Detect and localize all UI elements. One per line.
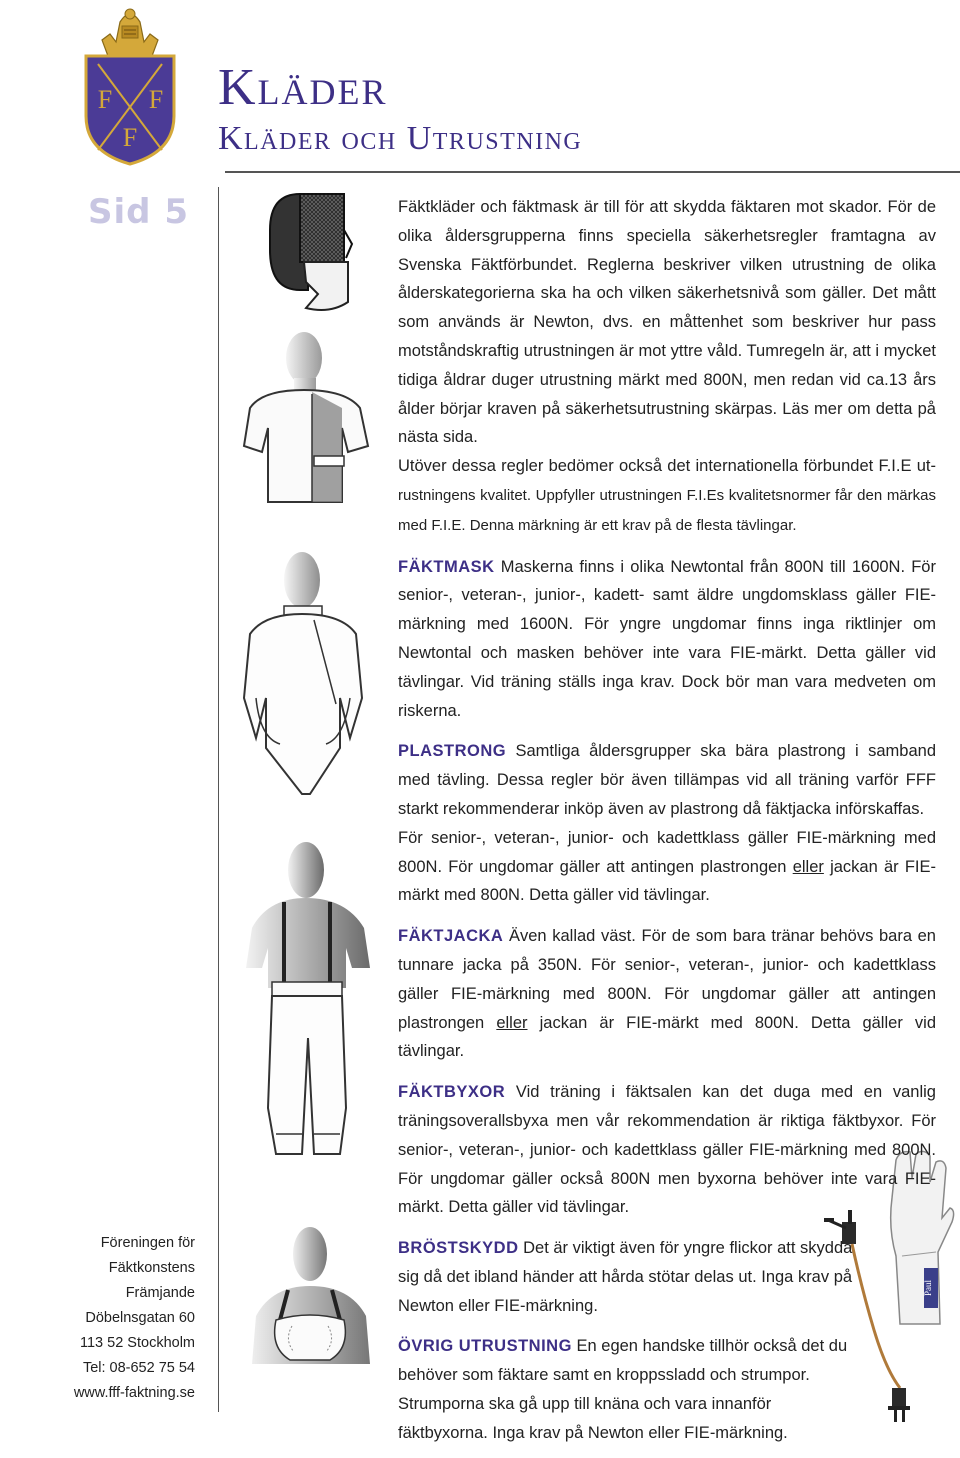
contact-line: Fäktkonstens bbox=[108, 1260, 195, 1276]
section-text: Även kallad väst. För de som bara tränar behövs bara en tunnare jacka på 350N. För senior-, veteran-, junior- och kadettklass gäller FIE-märkning med 800N. För ungdomar gäller att antingen plastrongen bbox=[398, 927, 936, 1032]
plastron-illustration bbox=[240, 548, 368, 798]
intro-paragraph-fie bbox=[398, 452, 936, 540]
contact-block bbox=[74, 1231, 195, 1406]
contact-line: Föreningen för bbox=[100, 1235, 195, 1251]
section-text: Vid träning i fäktsalen kan det duga med en vanlig träningsoverallsbyxa men vår rekommendation är riktiga fäktbyxor. För senior-, veteran-, junior- och kadettklass gäller FIE-märkning med 800N. För ungdomar gäller också 800N men byxorna behöver inte vara FIE-märkt. Detta gäller vid tävlingar. bbox=[398, 1083, 936, 1217]
intro-fie-rest: rustningens kvalitet. Uppfyller utrustningen F.I.Es kvalitetsnormer får den märkas med F.I.E. Denna märkning är ett krav på de flesta tävlingar. bbox=[398, 486, 936, 534]
section-heading: BRÖSTSKYDD bbox=[398, 1239, 519, 1258]
section-heading: FÄKTBYXOR bbox=[398, 1083, 506, 1102]
section-brostskydd bbox=[398, 1234, 870, 1320]
section-text: jackan är FIE-märkt med 800N. Detta gäller vid tävlingar. bbox=[398, 1013, 936, 1061]
section-heading: PLASTRONG bbox=[398, 742, 507, 761]
intro-fie-line: Utöver dessa regler bedömer också det internationella förbundet F.I.E ut- bbox=[398, 457, 936, 476]
page-number-label: Sid 5 bbox=[88, 192, 189, 232]
main-content bbox=[398, 193, 936, 1458]
section-text: Det är viktigt även för yngre flickor att skydda sig då det ibland händer att hårda stötar delas ut. Inga krav på Newton eller FIE-märkning. bbox=[398, 1239, 853, 1315]
header-divider bbox=[225, 171, 960, 173]
page-subtitle: Kläder och Utrustning bbox=[218, 120, 583, 157]
section-heading: FÄKTMASK bbox=[398, 557, 495, 576]
knight-helmet-icon bbox=[102, 9, 158, 56]
intro-paragraph: Fäktkläder och fäktmask är till för att skydda fäktaren mot skador. För de olika åldersgrupperna finns speciella säkerhetsregler framtagna av Svenska Fäktförbundet. Reglerna beskriver vilken utrustning de olika ålderskategorierna ska ha och vilken säkerhetsnivå som gäller. Det mått som används är Newton, dvs. en måttenhet som beskriver hur pass motståndskraftig utrustningen är mot yttre våld. Tumregeln är, att i mycket tidiga åldrar duger utrustning märkt med 800N, men redan vid ca.13 års ålder börjar kraven på säkerhetsutrustning skärpas. Läs mer om detta på nästa sida. bbox=[398, 198, 936, 447]
fencing-pants-illustration bbox=[242, 838, 377, 1168]
section-heading: ÖVRIG UTRUSTNING bbox=[398, 1337, 572, 1356]
section-text: Maskerna finns i olika Newtontal från 800N till 1600N. För senior-, veteran-, junior-, kadett- samt äldre ungdomsklass gäller FIE-märkning med 1600N. För yngre ungdomar finns inga riktlinjer om Newtontal och masken behöver inte vara FIE-märkt. Detta gäller vid tävlingar. Vid träning ställs inga krav. Dock bör man vara medveten om riskerna. bbox=[398, 557, 936, 720]
logo-letter-2: F bbox=[148, 85, 164, 114]
section-heading: FÄKTJACKA bbox=[398, 927, 504, 946]
contact-address: Döbelnsgatan 60 bbox=[85, 1310, 195, 1326]
section-plastrong-fie bbox=[398, 824, 936, 910]
chest-protector-illustration bbox=[250, 1224, 372, 1364]
section-text: För senior-, veteran-, junior- och kadettklass gäller FIE-märkning med 800N. För ungdomar gäller att antingen plastrongen bbox=[398, 828, 936, 876]
section-faktmask bbox=[398, 553, 936, 726]
section-text: En egen handske tillhör också det du behöver som fäktare samt en kroppssladd och strumpor. Strumporna ska gå upp till knäna och vara innanför fäktbyxorna. Inga krav på Newton eller FIE-märkning. bbox=[398, 1337, 848, 1442]
logo-letter-3: F bbox=[122, 123, 138, 152]
section-faktjacka bbox=[398, 922, 936, 1066]
glove-brand-label: Paul bbox=[923, 1279, 933, 1297]
vertical-divider bbox=[218, 187, 219, 1412]
fff-logo bbox=[80, 4, 180, 166]
contact-website[interactable]: www.fff-faktning.se bbox=[73, 1385, 195, 1401]
contact-line: Främjande bbox=[125, 1285, 195, 1301]
section-plastrong bbox=[398, 737, 936, 823]
fencing-mask-illustration bbox=[260, 190, 360, 315]
underlined-word: eller bbox=[792, 857, 824, 876]
section-ovrig-utrustning bbox=[398, 1332, 853, 1447]
section-faktbyxor bbox=[398, 1078, 936, 1222]
contact-postal: 113 52 Stockholm bbox=[80, 1335, 195, 1351]
section-text: jackan är FIE-märkt med 800N. Detta gäller vid tävlingar. bbox=[398, 857, 936, 905]
underlined-word: eller bbox=[496, 1013, 528, 1032]
logo-letter-1: F bbox=[97, 85, 113, 114]
section-text: Samtliga åldersgrupper ska bära plastrong i samband med tävling. Dessa regler bör även tillämpas vid all träning varför FFF starkt rekommenderar inköp även av plastrong då fäktjacka införskaffas. bbox=[398, 742, 936, 818]
fencing-jacket-illustration bbox=[242, 328, 374, 508]
page-title: Kläder bbox=[218, 59, 388, 116]
contact-phone: Tel: 08-652 75 54 bbox=[82, 1360, 195, 1376]
